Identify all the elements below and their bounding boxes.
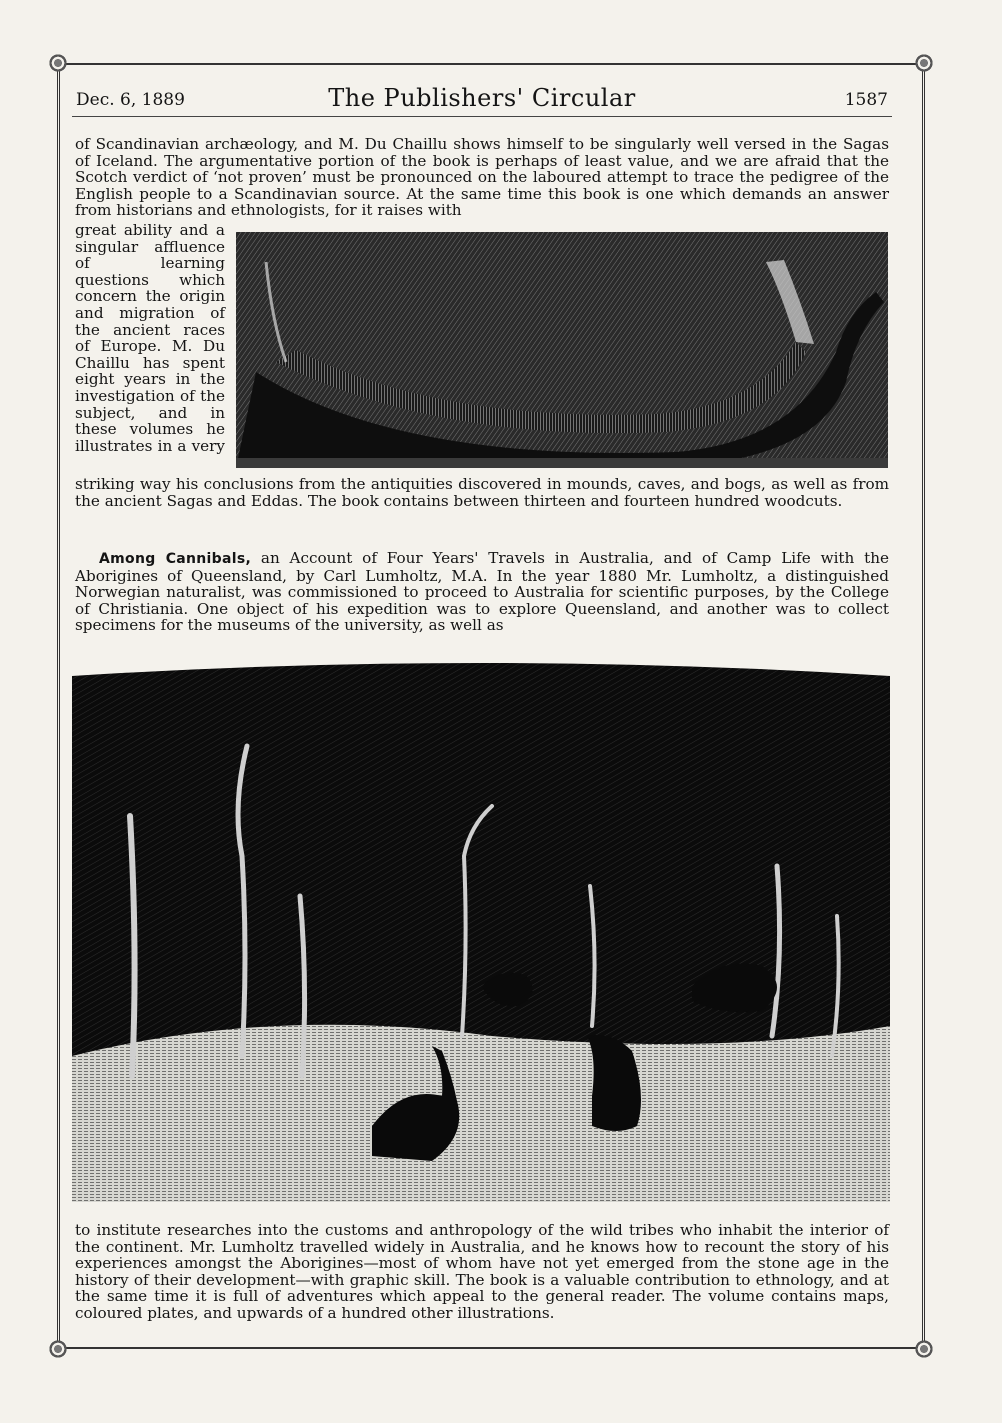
review1-paragraph-bottom: striking way his conclusions from the antiquities discovered in mounds, caves, and bogs, as well as from the ancient Sagas and Eddas. The book contains between thirteen and fourteen hundred woodcuts. <box>75 475 889 510</box>
ornament-top-left <box>47 52 69 74</box>
review2-paragraph-continued: to institute researches into the customs and anthropology of the wild tribes who inhabit the interior of the continent. Mr. Lumholtz travelled widely in Australia, and he knows how to recount the story of his experiences amongst the Aborigines—most of whom have not yet emerged from the stone age in the history of their development—with graphic skill. The book is a valuable contribution to ethnology, and at the same time it is full of adventures which appeal to the general reader. The volume contains maps, coloured plates, and upwards of a hundred other illustrations. <box>75 1221 889 1322</box>
review2-intro <box>75 550 889 634</box>
review2-lead-title: Among Cannibals, <box>99 551 252 567</box>
viking-ship-illustration <box>236 232 888 468</box>
review1-paragraph-top: of Scandinavian archæology, and M. Du Chaillu shows himself to be singularly well versed in the Sagas of Iceland. The argumentative portion of the book is perhaps of least value, and we are afraid that the Scotch verdict of ‘not proven’ must be pronounced on the laboured attempt to trace the pedigree of the English people to a Scandinavian source. At the same time this book is one which demands an answer from historians and ethnologists, for it raises with <box>75 135 889 220</box>
ornament-bottom-right <box>913 1338 935 1360</box>
issue-date: Dec. 6, 1889 <box>76 90 185 110</box>
review2-intro-text: an Account of Four Years' Travels in Australia, and of Camp Life with the Aborigines of Queensland, by Carl Lumholtz, M.A. In the year 1880 Mr. Lumholtz, a distinguished Norwegian naturalist, was commissioned to proceed to Australia for scientific purposes, by the College of Christiania. One object of his expedition was to explore Queensland, and another was to collect specimens for the museums of the university, as well as <box>75 549 889 635</box>
page-number: 1587 <box>844 90 888 110</box>
review1-paragraph-side: great ability and a singular affluence of learning questions which concern the origin and migration of the ancient races of Europe. M. Du Chaillu has spent eight years in the investigation of the subject, and in these volumes he illustrates in a very <box>75 221 225 455</box>
page-header <box>72 82 892 117</box>
kangaroo-forest-illustration <box>72 656 890 1202</box>
ornament-top-right <box>913 52 935 74</box>
publication-title: The Publishers' Circular <box>328 84 636 112</box>
ornament-bottom-left <box>47 1338 69 1360</box>
